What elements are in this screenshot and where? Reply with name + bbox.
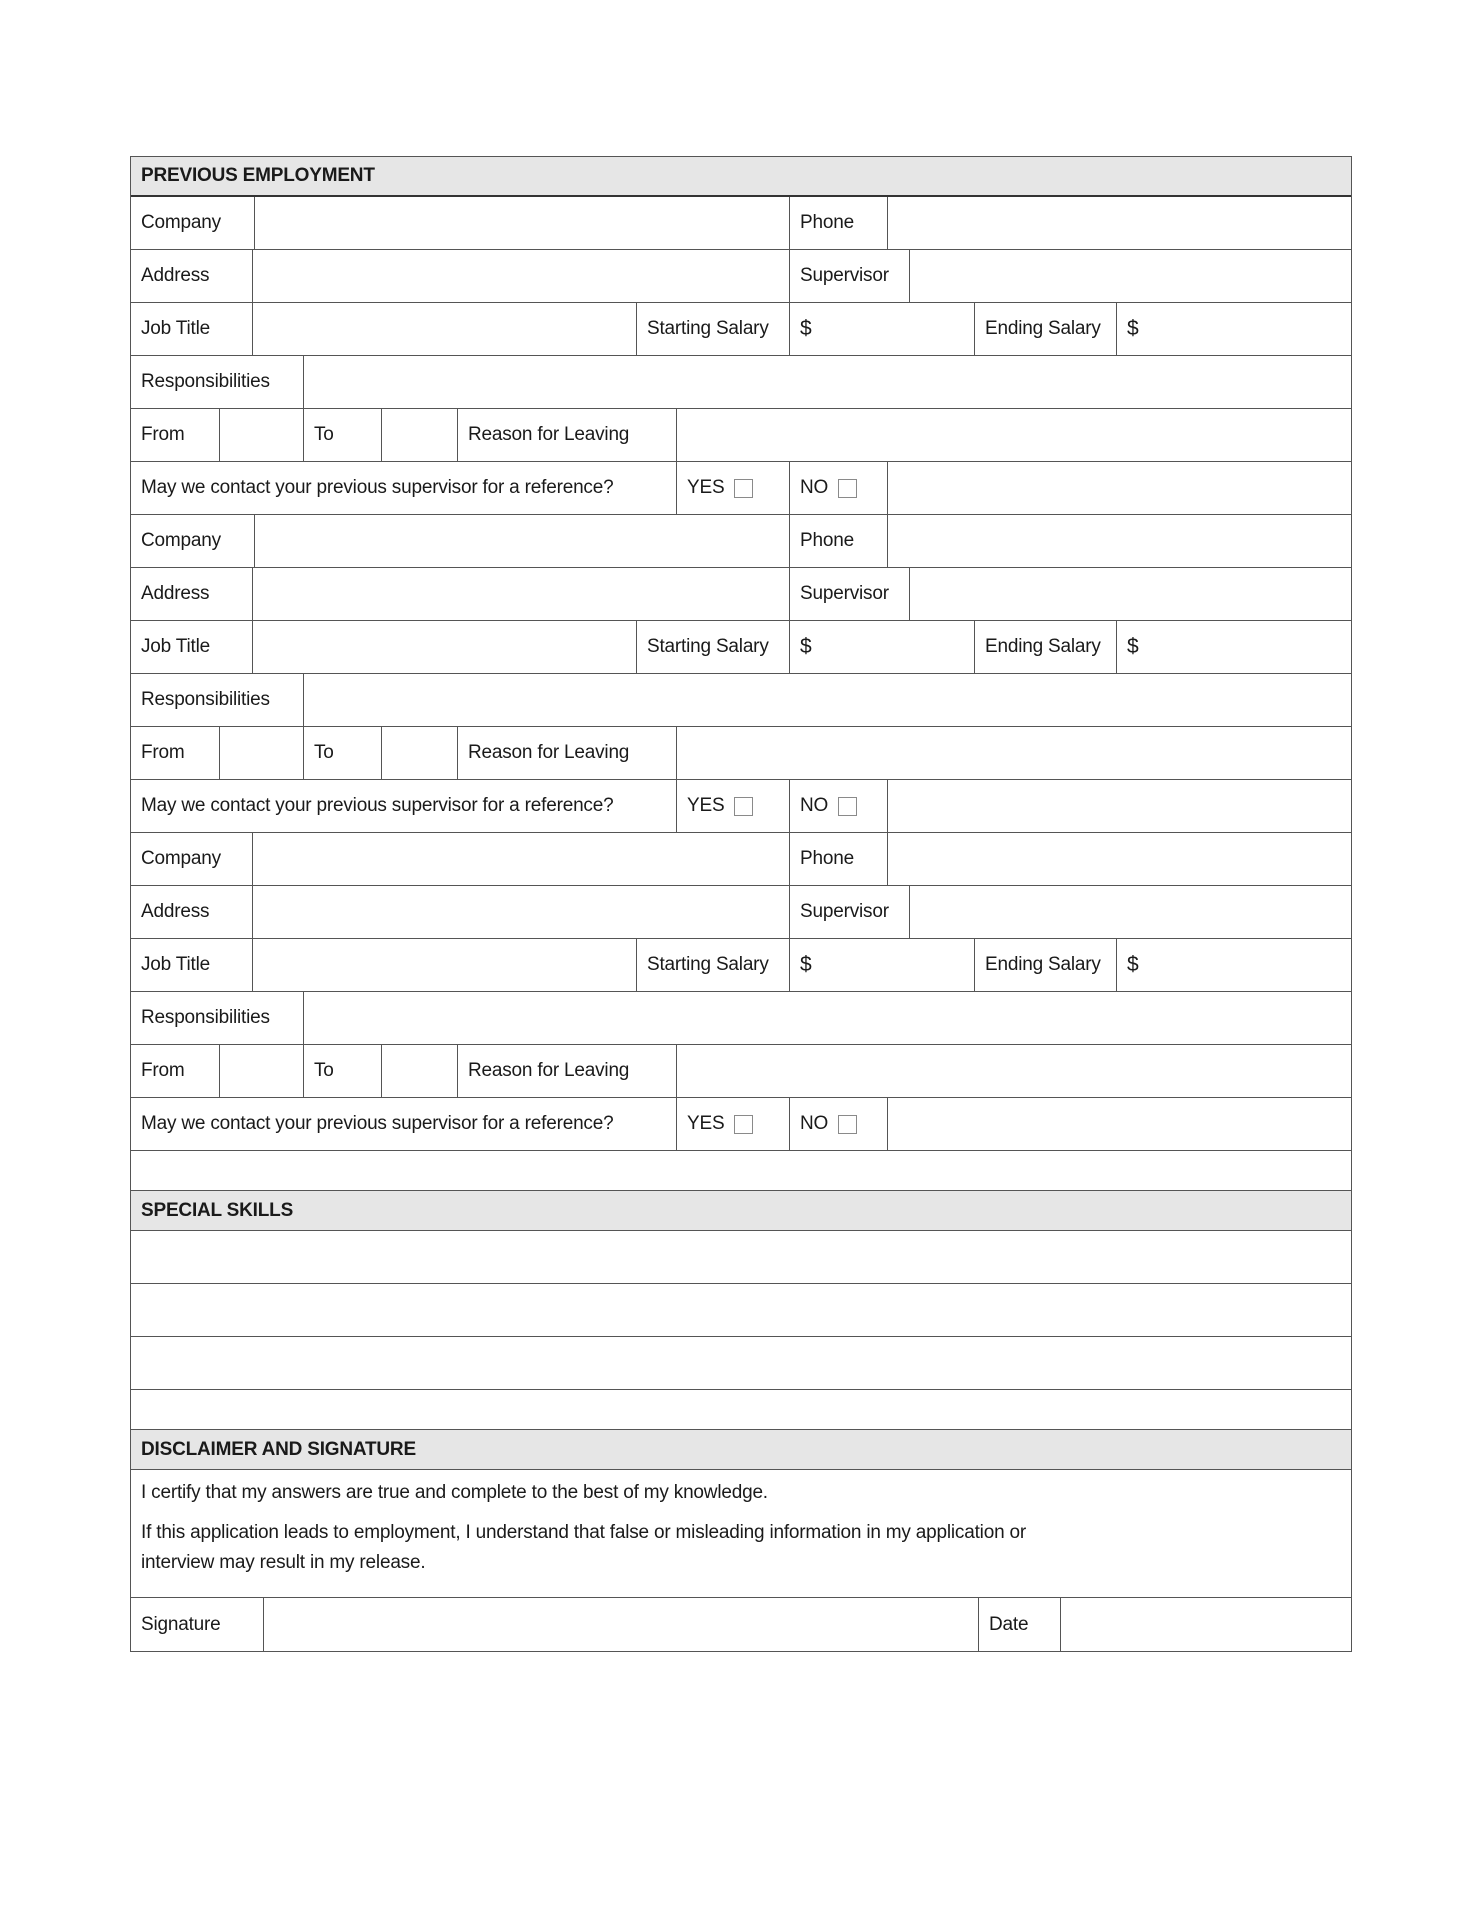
responsibilities-field[interactable] bbox=[303, 992, 1351, 1044]
reason-for-leaving-label: Reason for Leaving bbox=[457, 409, 676, 461]
disclaimer-text bbox=[141, 1478, 1101, 1588]
responsibilities-field[interactable] bbox=[303, 356, 1351, 408]
responsibilities-row bbox=[131, 992, 1351, 1045]
contact-reference-row bbox=[131, 1098, 1351, 1151]
skills-line[interactable] bbox=[131, 1284, 1351, 1337]
section-title: SPECIAL SKILLS bbox=[141, 1199, 294, 1221]
ending-salary-label: Ending Salary bbox=[974, 303, 1116, 355]
responsibilities-row bbox=[131, 674, 1351, 727]
from-field[interactable] bbox=[219, 409, 303, 461]
skills-line[interactable] bbox=[131, 1231, 1351, 1284]
employment-form bbox=[130, 156, 1352, 1652]
job-title-field[interactable] bbox=[252, 939, 636, 991]
job-title-row bbox=[131, 621, 1351, 674]
empty-cell bbox=[887, 1098, 1351, 1150]
reason-for-leaving-field[interactable] bbox=[676, 409, 1351, 461]
no-checkbox[interactable] bbox=[838, 797, 857, 816]
company-row bbox=[131, 515, 1351, 568]
address-row bbox=[131, 886, 1351, 939]
dollar-sign: $ bbox=[1127, 317, 1139, 340]
no-option[interactable] bbox=[789, 462, 887, 514]
reason-for-leaving-field[interactable] bbox=[676, 727, 1351, 779]
company-row bbox=[131, 833, 1351, 886]
to-label: To bbox=[303, 727, 381, 779]
dollar-sign: $ bbox=[800, 317, 812, 340]
yes-label: YES bbox=[687, 795, 725, 816]
spacer-row bbox=[131, 1151, 1351, 1191]
starting-salary-field[interactable] bbox=[789, 303, 974, 355]
ending-salary-label: Ending Salary bbox=[974, 939, 1116, 991]
starting-salary-label: Starting Salary bbox=[636, 303, 789, 355]
phone-field[interactable] bbox=[887, 833, 1351, 885]
supervisor-field[interactable] bbox=[909, 568, 1351, 620]
phone-label: Phone bbox=[789, 515, 887, 567]
company-label: Company bbox=[141, 848, 221, 869]
no-checkbox[interactable] bbox=[838, 479, 857, 498]
no-option[interactable] bbox=[789, 780, 887, 832]
spacer-row bbox=[131, 1390, 1351, 1430]
date-label: Date bbox=[978, 1598, 1060, 1651]
to-field[interactable] bbox=[381, 727, 457, 779]
responsibilities-label: Responsibilities bbox=[141, 689, 270, 710]
phone-label: Phone bbox=[789, 833, 887, 885]
job-title-row bbox=[131, 303, 1351, 356]
section-title: DISCLAIMER AND SIGNATURE bbox=[141, 1438, 416, 1460]
disclaimer-text-row bbox=[131, 1470, 1351, 1598]
company-row bbox=[131, 197, 1351, 250]
from-label: From bbox=[141, 1060, 185, 1081]
ending-salary-field[interactable] bbox=[1116, 303, 1351, 355]
reason-for-leaving-label: Reason for Leaving bbox=[457, 1045, 676, 1097]
yes-checkbox[interactable] bbox=[734, 1115, 753, 1134]
yes-label: YES bbox=[687, 477, 725, 498]
starting-salary-field[interactable] bbox=[789, 621, 974, 673]
contact-question: May we contact your previous supervisor for a reference? bbox=[141, 477, 614, 498]
no-label: NO bbox=[800, 1113, 829, 1134]
no-checkbox[interactable] bbox=[838, 1115, 857, 1134]
section-header-special-skills bbox=[131, 1191, 1351, 1231]
supervisor-label: Supervisor bbox=[789, 886, 909, 938]
from-label: From bbox=[141, 424, 185, 445]
empty-cell bbox=[887, 462, 1351, 514]
section-title: PREVIOUS EMPLOYMENT bbox=[141, 165, 375, 186]
address-row bbox=[131, 568, 1351, 621]
skills-line[interactable] bbox=[131, 1337, 1351, 1390]
company-label: Company bbox=[141, 212, 221, 233]
yes-checkbox[interactable] bbox=[734, 479, 753, 498]
signature-label: Signature bbox=[141, 1613, 221, 1635]
job-title-field[interactable] bbox=[252, 621, 636, 673]
from-field[interactable] bbox=[219, 1045, 303, 1097]
date-field[interactable] bbox=[1060, 1598, 1351, 1651]
supervisor-field[interactable] bbox=[909, 886, 1351, 938]
yes-checkbox[interactable] bbox=[734, 797, 753, 816]
contact-question: May we contact your previous supervisor for a reference? bbox=[141, 1113, 614, 1134]
to-field[interactable] bbox=[381, 1045, 457, 1097]
phone-field[interactable] bbox=[887, 515, 1351, 567]
dates-row bbox=[131, 727, 1351, 780]
section-header-disclaimer bbox=[131, 1430, 1351, 1470]
responsibilities-field[interactable] bbox=[303, 674, 1351, 726]
address-field[interactable] bbox=[252, 250, 789, 302]
starting-salary-label: Starting Salary bbox=[636, 939, 789, 991]
no-label: NO bbox=[800, 795, 829, 816]
reason-for-leaving-label: Reason for Leaving bbox=[457, 727, 676, 779]
address-row bbox=[131, 250, 1351, 303]
signature-row bbox=[131, 1598, 1351, 1651]
ending-salary-field[interactable] bbox=[1116, 621, 1351, 673]
no-option[interactable] bbox=[789, 1098, 887, 1150]
no-label: NO bbox=[800, 477, 829, 498]
dollar-sign: $ bbox=[1127, 635, 1139, 658]
signature-field[interactable] bbox=[263, 1598, 978, 1651]
address-label: Address bbox=[141, 265, 210, 286]
dollar-sign: $ bbox=[800, 953, 812, 976]
dollar-sign: $ bbox=[1127, 953, 1139, 976]
company-field[interactable] bbox=[252, 833, 789, 885]
phone-field[interactable] bbox=[887, 197, 1351, 249]
reason-for-leaving-field[interactable] bbox=[676, 1045, 1351, 1097]
responsibilities-row bbox=[131, 356, 1351, 409]
from-field[interactable] bbox=[219, 727, 303, 779]
address-label: Address bbox=[141, 901, 210, 922]
job-title-label: Job Title bbox=[141, 318, 210, 339]
address-label: Address bbox=[141, 583, 210, 604]
yes-label: YES bbox=[687, 1113, 725, 1134]
job-title-label: Job Title bbox=[141, 954, 210, 975]
company-field[interactable] bbox=[254, 197, 789, 249]
contact-reference-row bbox=[131, 780, 1351, 833]
ending-salary-label: Ending Salary bbox=[974, 621, 1116, 673]
yes-option[interactable] bbox=[676, 462, 789, 514]
phone-label: Phone bbox=[789, 197, 887, 249]
dates-row bbox=[131, 409, 1351, 462]
section-header-previous-employment bbox=[131, 157, 1351, 197]
contact-reference-row bbox=[131, 462, 1351, 515]
starting-salary-field[interactable] bbox=[789, 939, 974, 991]
company-label: Company bbox=[141, 530, 221, 551]
supervisor-field[interactable] bbox=[909, 250, 1351, 302]
responsibilities-label: Responsibilities bbox=[141, 1007, 270, 1028]
to-label: To bbox=[303, 409, 381, 461]
yes-option[interactable] bbox=[676, 780, 789, 832]
supervisor-label: Supervisor bbox=[789, 250, 909, 302]
responsibilities-label: Responsibilities bbox=[141, 371, 270, 392]
certify-statement: I certify that my answers are true and complete to the best of my knowledge. bbox=[141, 1482, 768, 1503]
address-field[interactable] bbox=[252, 886, 789, 938]
job-title-field[interactable] bbox=[252, 303, 636, 355]
to-label: To bbox=[303, 1045, 381, 1097]
job-title-row bbox=[131, 939, 1351, 992]
from-label: From bbox=[141, 742, 185, 763]
dates-row bbox=[131, 1045, 1351, 1098]
release-statement: If this application leads to employment, I understand that false or misleading information in my application or interview may result in my release. bbox=[141, 1522, 1027, 1573]
to-field[interactable] bbox=[381, 409, 457, 461]
empty-cell bbox=[887, 780, 1351, 832]
yes-option[interactable] bbox=[676, 1098, 789, 1150]
dollar-sign: $ bbox=[800, 635, 812, 658]
ending-salary-field[interactable] bbox=[1116, 939, 1351, 991]
contact-question: May we contact your previous supervisor for a reference? bbox=[141, 795, 614, 816]
job-title-label: Job Title bbox=[141, 636, 210, 657]
starting-salary-label: Starting Salary bbox=[636, 621, 789, 673]
address-field[interactable] bbox=[252, 568, 789, 620]
supervisor-label: Supervisor bbox=[789, 568, 909, 620]
company-field[interactable] bbox=[254, 515, 789, 567]
